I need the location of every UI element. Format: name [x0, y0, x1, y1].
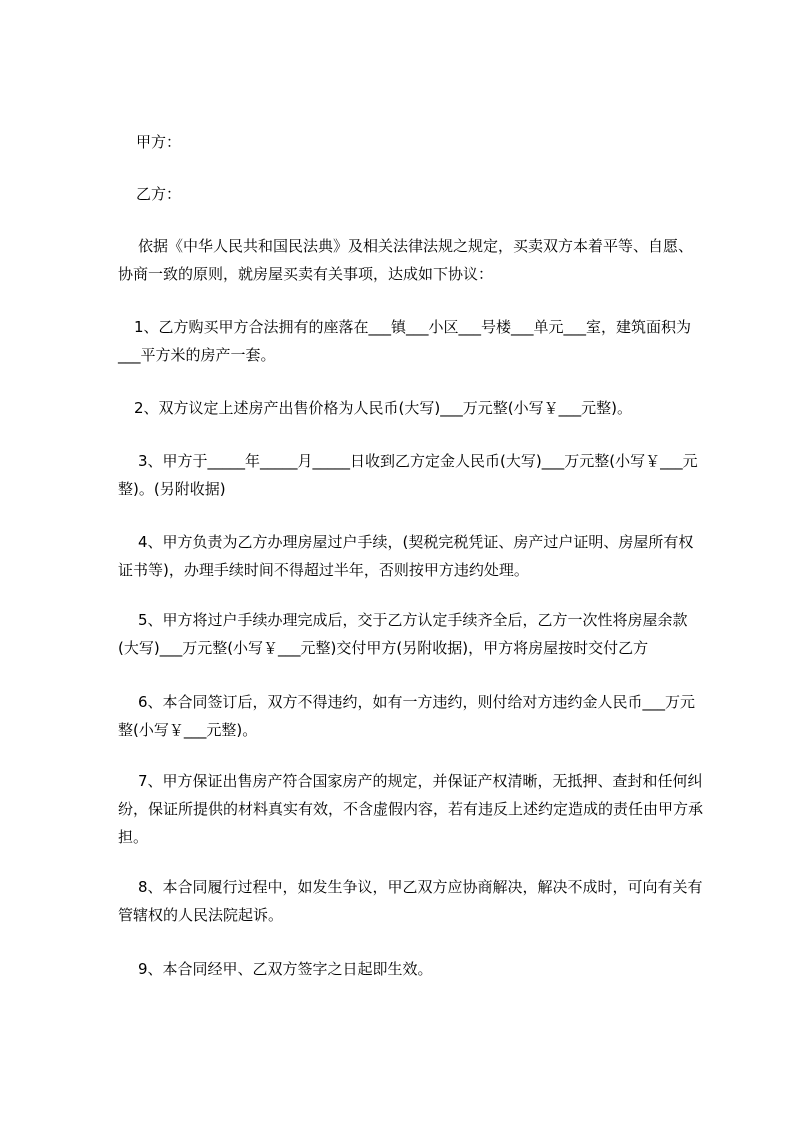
clause-6: 6、本合同签订后，双方不得违约，如有一方违约，则付给对方违约金人民币___万元整(小写￥___元整)。 [118, 693, 696, 739]
clause-2: 2、双方议定上述房产出售价格为人民币(大写)___万元整(小写￥___元整)。 [134, 399, 632, 417]
clause-1: 1、乙方购买甲方合法拥有的座落在___镇___小区___号楼___单元___室，建筑面积为___平方米的房产一套。 [118, 318, 692, 364]
clause-7: 7、甲方保证出售房产符合国家房产的规定，并保证产权清晰，无抵押、查封和任何纠纷，保证所提供的材料真实有效，不含虚假内容，若有违反上述约定造成的责任由甲方承担。 [118, 772, 704, 846]
party-b-label: 乙方： [136, 185, 182, 203]
clause-4: 4、甲方负责为乙方办理房屋过户手续，(契税完税凭证、房产过户证明、房屋所有权证书等)，办理手续时间不得超过半年，否则按甲方违约处理。 [118, 533, 694, 579]
preamble: 依据《中华人民共和国民法典》及相关法律法规之规定，买卖双方本着平等、自愿、协商一致的原则，就房屋买卖有关事项，达成如下协议： [118, 237, 694, 283]
clause-5: 5、甲方将过户手续办理完成后，交于乙方认定手续齐全后，乙方一次性将房屋余款(大写)___万元整(小写￥___元整)交付甲方(另附收据)，甲方将房屋按时交付乙方 [118, 611, 688, 657]
clause-9: 9、本合同经甲、乙双方签字之日起即生效。 [138, 960, 433, 978]
clause-3: 3、甲方于_____年_____月_____日收到乙方定金人民币(大写)___万元整(小写￥___元整)。(另附收据) [118, 452, 698, 498]
clause-8: 8、本合同履行过程中，如发生争议，甲乙双方应协商解决，解决不成时，可向有关有管辖权的人民法院起诉。 [118, 878, 703, 924]
party-a-label: 甲方： [136, 133, 182, 151]
